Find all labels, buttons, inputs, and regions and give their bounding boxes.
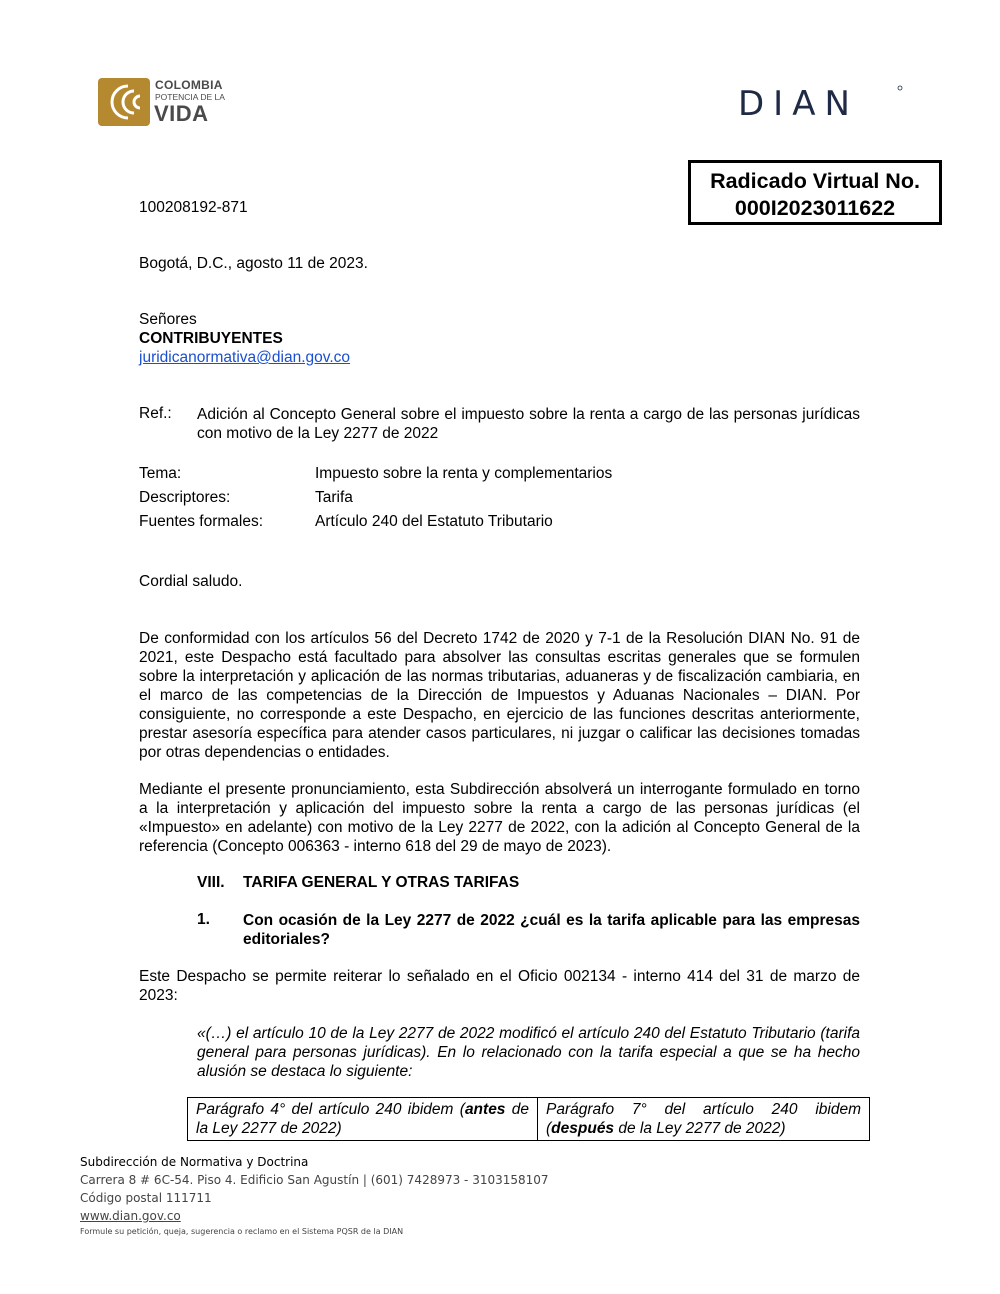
radicado-number: 000I2023011622 [734, 196, 896, 220]
document-date: Bogotá, D.C., agosto 11 de 2023. [139, 255, 368, 272]
ref-text: Adición al Concepto General sobre el impuesto sobre la renta a cargo de las personas jurídicas con motivo de la Ley 2277 de 2022 [197, 406, 860, 442]
reference-number: 100208192-871 [139, 199, 248, 216]
paragraph-competence: De conformidad con los artículos 56 del Decreto 1742 de 2020 y 7-1 de la Resolución DIAN No. 91 de 2021, este Despacho está facultado para absolver las consultas escritas generales que se formulen sobre la interpretación y aplicación de las normas tributarias, aduaneras y de fiscalización cambiaria, en el marco de las competencias de la Dirección de Impuestos y Aduanas Nacionales – DIAN. Por consiguiente, no corresponde a este Despacho, en ejercicio de las funciones descritas anteriormente, prestar asesoría específica para atender casos particulares, ni juzgar o calificar las decisiones tomadas por otras dependencias o entidades. [139, 630, 860, 761]
table-cell-before [188, 1098, 538, 1141]
quote-text: «(…) el artículo 10 de la Ley 2277 de 2022 modificó el artículo 240 del Estatuto Tributario (tarifa general para personas jurídicas). En lo relacionado con la tarifa especial a que se ha hecho alusión se destaca lo siguiente: [197, 1025, 860, 1080]
table-cell-after [538, 1098, 870, 1141]
meta-label-tema: Tema: [139, 465, 182, 482]
cell-after-post: de la Ley 2277 de 2022) [614, 1120, 786, 1137]
radicado-box [688, 160, 942, 225]
dian-logo-text: DIAN [738, 84, 859, 120]
colombia-logo-icon [98, 78, 150, 126]
addressee-salutation: Señores [139, 311, 197, 328]
question-text: Con ocasión de la Ley 2277 de 2022 ¿cuál es la tarifa aplicable para las empresas editoriales? [243, 912, 860, 948]
table-row [188, 1098, 870, 1141]
dian-logo-icon [738, 84, 903, 120]
radicado-label: Radicado Virtual No. [710, 169, 920, 193]
footer-website-link[interactable]: www.dian.gov.co [80, 1209, 181, 1223]
cell-before-pre: Parágrafo 4° del artículo 240 ibidem ( [196, 1101, 465, 1118]
addressee-email-link[interactable]: juridicanormativa@dian.gov.co [139, 349, 351, 366]
meta-label-descriptores: Descriptores: [139, 489, 231, 506]
footer-office: Subdirección de Normativa y Doctrina [80, 1155, 309, 1169]
meta-label-fuentes: Fuentes formales: [139, 513, 264, 530]
ref-label: Ref.: [139, 405, 172, 422]
logo-text-vida: VIDA [154, 101, 209, 126]
footer-address: Carrera 8 # 6C-54. Piso 4. Edificio San Agustín | (601) 7428973 - 3103158107 [80, 1173, 549, 1187]
meta-value-descriptores: Tarifa [315, 489, 353, 506]
colombia-potencia-de-la-vida-logo [98, 76, 238, 128]
greeting: Cordial saludo. [139, 573, 243, 590]
dian-logo [738, 84, 903, 120]
comparison-table [187, 1097, 870, 1141]
logo-text-colombia: COLOMBIA [155, 78, 223, 92]
paragraph-reiterate: Este Despacho se permite reiterar lo señalado en el Oficio 002134 - interno 414 del 31 de marzo de 2023: [139, 968, 860, 1004]
footer-postal: Código postal 111711 [80, 1191, 212, 1205]
cell-after-bold: después [551, 1120, 615, 1137]
meta-value-tema: Impuesto sobre la renta y complementarios [315, 465, 613, 482]
question-number: 1. [197, 911, 210, 928]
section-number: VIII. [197, 874, 225, 891]
addressee-name: CONTRIBUYENTES [139, 330, 283, 347]
logo-text-potencia: POTENCIA DE LA [155, 92, 225, 102]
section-title: TARIFA GENERAL Y OTRAS TARIFAS [243, 874, 520, 891]
paragraph-pronouncement: Mediante el presente pronunciamiento, esta Subdirección absolverá un interrogante formulado en torno a la interpretación y aplicación del impuesto sobre la renta a cargo de las personas jurídicas (el «Impuesto» en adelante) con motivo de la Ley 2277 de 2022, con la adición al Concepto General de la referencia (Concepto 006363 - interno 618 del 29 de mayo de 2023). [139, 781, 860, 855]
meta-value-fuentes: Artículo 240 del Estatuto Tributario [315, 513, 553, 530]
cell-after-pre: Parágrafo 7° del artículo 240 ibidem ( [546, 1101, 861, 1137]
cell-before-post: de la Ley 2277 de 2022) [196, 1101, 529, 1137]
cell-before-bold: antes [464, 1101, 506, 1118]
footer-pqsr-note: Formule su petición, queja, sugerencia o reclamo en el Sistema PQSR de la DIAN [80, 1227, 404, 1236]
